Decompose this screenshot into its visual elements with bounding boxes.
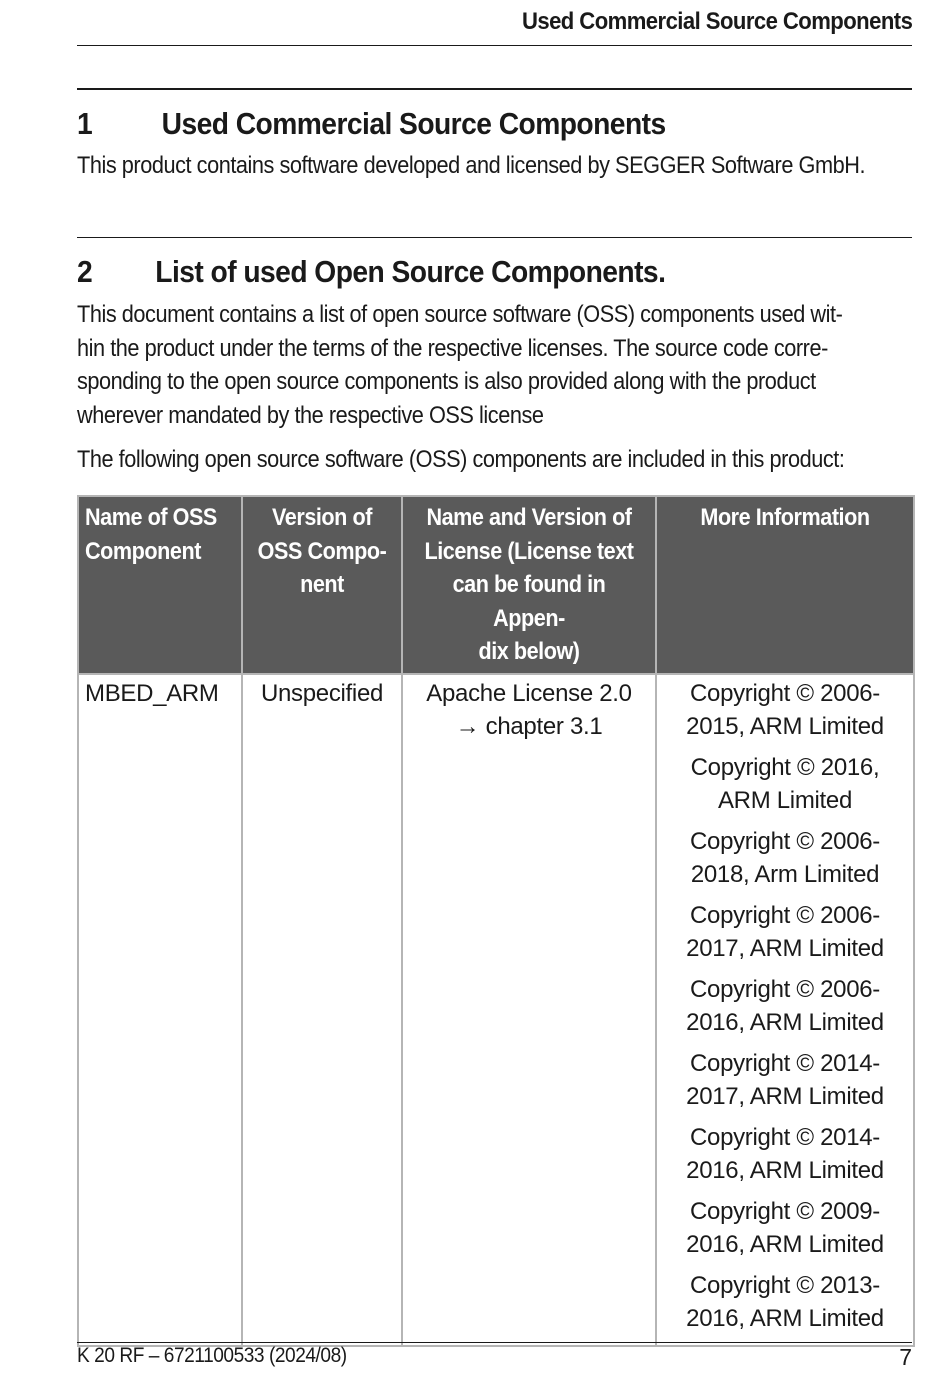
section-1-rule xyxy=(77,88,912,90)
section-2-body-line: wherever mandated by the respective OSS license xyxy=(77,401,544,429)
section-2-body xyxy=(77,298,910,432)
section-1-body: This product contains software developed and licensed by SEGGER Software GmbH. xyxy=(77,152,866,179)
section-2-number: 2 xyxy=(77,254,93,289)
section-2-title: List of used Open Source Components. xyxy=(155,254,666,289)
copyright-notice: Copyright © 2006- 2015, ARM Limited xyxy=(686,679,884,740)
section-2-intro: The following open source software (OSS) components are included in this product: xyxy=(77,446,845,473)
cell-more-information xyxy=(656,674,914,1346)
copyright-notice: Copyright © 2006- 2016, ARM Limited xyxy=(686,975,884,1036)
section-1-title: Used Commercial Source Components xyxy=(161,106,666,141)
copyright-notice: Copyright © 2013- 2016, ARM Limited xyxy=(686,1271,884,1332)
copyright-notice: Copyright © 2009- 2016, ARM Limited xyxy=(686,1197,884,1258)
copyright-notice: Copyright © 2006- 2018, Arm Limited xyxy=(689,827,881,888)
footer-rule xyxy=(77,1342,912,1343)
header-more-information: More Information xyxy=(656,496,914,674)
header-rule xyxy=(77,45,912,46)
header-component-name: Name of OSS Component xyxy=(78,496,242,674)
section-2-rule xyxy=(77,237,912,238)
oss-components-table xyxy=(77,495,915,1347)
table-header-row xyxy=(78,496,914,674)
page-number: 7 xyxy=(899,1344,912,1370)
copyright-notice: Copyright © 2014- 2017, ARM Limited xyxy=(686,1049,884,1110)
header-license: Name and Version of License (License text can be found in Appen- dix below) xyxy=(402,496,656,674)
section-1-number: 1 xyxy=(77,106,93,141)
license-text: Apache License 2.0 → chapter 3.1 xyxy=(426,679,632,740)
table-row xyxy=(78,674,914,1346)
section-2-body-line: sponding to the open source components is also provided along with the product xyxy=(77,368,816,395)
header-component-version: Version of OSS Compo- nent xyxy=(242,496,402,674)
cell-license xyxy=(402,674,656,1346)
section-2-body-line: hin the product under the terms of the respective licenses. The source code corre- xyxy=(77,334,828,362)
footer-document-id: K 20 RF – 6721100533 (2024/08) xyxy=(77,1344,347,1367)
copyright-notice: Copyright © 2006- 2017, ARM Limited xyxy=(686,901,884,962)
copyright-notice: Copyright © 2014- 2016, ARM Limited xyxy=(686,1123,884,1184)
cell-component: MBED_ARM xyxy=(78,674,242,1346)
copyright-notice: Copyright © 2016, ARM Limited xyxy=(690,753,880,814)
section-2-body-line: This document contains a list of open source software (OSS) components used wit- xyxy=(77,301,843,328)
section-1-heading xyxy=(77,106,666,142)
section-2-heading xyxy=(77,254,665,290)
running-header: Used Commercial Source Components xyxy=(521,8,912,35)
cell-version: Unspecified xyxy=(242,674,402,1346)
